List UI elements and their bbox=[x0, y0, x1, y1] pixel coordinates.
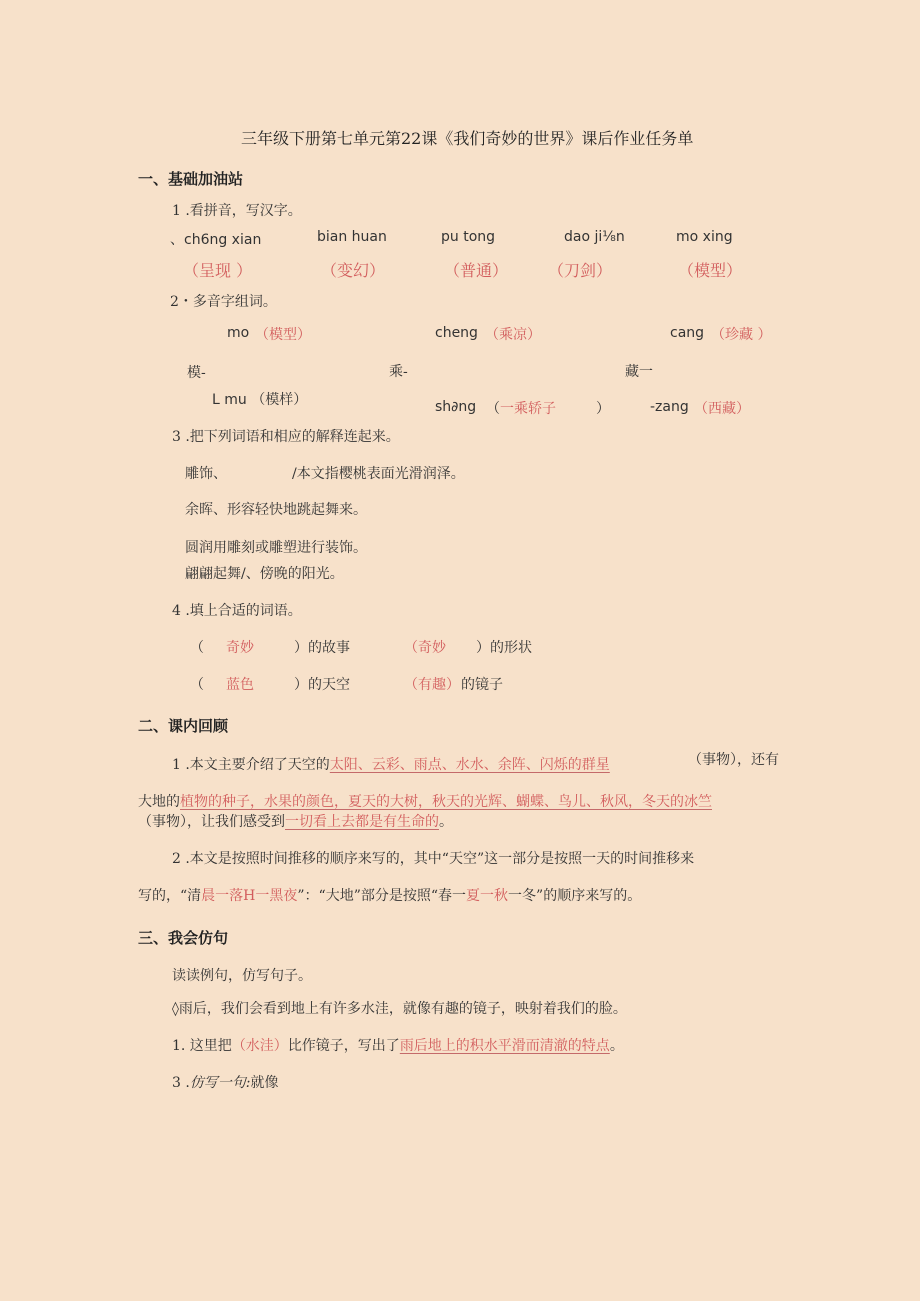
q4-r2b-close: 的镜子 bbox=[461, 677, 503, 693]
q4-r1b-answer: （奇妙 bbox=[404, 640, 446, 656]
review-p1b: （事物），还有 bbox=[688, 752, 779, 768]
imitate-line-1: 读读例句，仿写句子。 bbox=[172, 968, 312, 984]
imitate-l4b: 仿写一句: bbox=[189, 1075, 251, 1091]
review-p1-answer-2: 植物的种子，水果的颜色，夏天的大树，秋天的光辉、蝴蝶、鸟儿、秋风，冬天的冰竺 bbox=[180, 794, 712, 810]
q2-char-cang: 藏一 bbox=[625, 364, 653, 380]
q2-sheng-answer: 一乘轿子 bbox=[500, 401, 556, 417]
q4-r1a-close: ）的故事 bbox=[294, 640, 350, 656]
review-p1-answer: 太阳、云彩、雨点、水水、余阵、闪烁的群星 bbox=[329, 757, 610, 773]
review-line-5 bbox=[138, 885, 641, 905]
review-p1-answer-3: 一切看上去都是有生命的 bbox=[285, 814, 439, 830]
q2-sheng-open: （ bbox=[486, 401, 500, 417]
review-p2-answer-2: 夏一秋 bbox=[466, 888, 509, 904]
q2-cang: cang bbox=[670, 325, 705, 341]
q4-r1b-close: ）的形状 bbox=[476, 640, 532, 656]
q2-sheng-close: ） bbox=[596, 401, 610, 417]
page-title: 三年级下册第七单元第22课《我们奇妙的世界》课后作业任务单 bbox=[241, 129, 694, 148]
q2-char-mo: 模- bbox=[187, 365, 206, 381]
review-p1c: 大地的 bbox=[138, 794, 180, 810]
imitate-l4a: 3 . bbox=[172, 1075, 190, 1091]
q2-cheng: cheng bbox=[435, 325, 478, 341]
q1-pinyin-4: dao ji⅛n bbox=[564, 229, 625, 245]
q2-prompt: 2・多音字组词。 bbox=[170, 294, 277, 310]
review-p2c: ”：“大地”部分是按照“春一 bbox=[297, 888, 467, 904]
q2-cang-answer: （珍藏 ） bbox=[711, 327, 772, 343]
q3-line-1b: /本文指樱桃表面光滑润泽。 bbox=[292, 466, 465, 482]
q2-mo-answer: （模型） bbox=[255, 327, 311, 343]
q2-mu: L mu （模样） bbox=[212, 392, 308, 408]
q1-answer-5: （模型） bbox=[678, 261, 743, 280]
section-heading-review: 二、课内回顾 bbox=[138, 717, 229, 735]
q4-prompt: 4 .填上合适的词语。 bbox=[172, 603, 302, 619]
review-line-3 bbox=[138, 811, 453, 831]
imitate-l4c: 就像 bbox=[250, 1075, 279, 1091]
review-p1d: （事物），让我们感受到 bbox=[138, 814, 285, 830]
review-line-4: 2 .本文是按照时间推移的顺序来写的，其中“天空”这一部分是按照一天的时间推移来 bbox=[172, 851, 695, 867]
q1-pinyin-5: mo xing bbox=[676, 229, 733, 245]
review-p1e: 。 bbox=[439, 814, 453, 830]
section-heading-imitate: 三、我会仿句 bbox=[138, 929, 229, 947]
q4-r2b-answer: （有趣） bbox=[404, 677, 460, 693]
q2-mo: mo bbox=[227, 325, 250, 341]
q3-line-3: 圆润用雕刻或雕塑进行装饰。 bbox=[185, 540, 367, 556]
review-p2-answer-1: 晨一落H一黑夜 bbox=[201, 888, 298, 904]
q2-sheng: sh∂ng bbox=[435, 399, 477, 415]
q3-line-4: 翩翩起舞/、傍晚的阳光。 bbox=[185, 566, 344, 582]
q4-r2a-answer: 蓝色 bbox=[226, 677, 254, 693]
q4-r2a-open: （ bbox=[190, 677, 204, 693]
imitate-line-2: ◊雨后，我们会看到地上有许多水洼，就像有趣的镜子，映射着我们的脸。 bbox=[172, 1001, 627, 1017]
q1-answer-3: （普通） bbox=[444, 261, 509, 280]
q1-pinyin-3: pu tong bbox=[441, 229, 496, 245]
q2-zang-answer: （西藏） bbox=[694, 401, 750, 417]
q1-answer-4: （刀剑） bbox=[548, 261, 613, 280]
review-p2d: 一冬”的顺序来写的。 bbox=[508, 888, 642, 904]
q1-pinyin-1: 、ch6ng xian bbox=[170, 232, 262, 248]
imitate-line-4 bbox=[172, 1072, 279, 1092]
imitate-l3b: 比作镜子，写出了 bbox=[287, 1038, 400, 1054]
q1-prompt: 1 .看拼音，写汉字。 bbox=[172, 203, 302, 219]
q1-answer-1: （呈现 ） bbox=[183, 261, 253, 280]
imitate-l3-answer-2: 雨后地上的积水平滑而清澈的特点 bbox=[399, 1038, 610, 1054]
q1-answer-2: （变幻） bbox=[321, 261, 386, 280]
q3-line-2: 余晖、形容轻快地跳起舞来。 bbox=[185, 502, 367, 518]
q4-r1a-answer: 奇妙 bbox=[226, 640, 254, 656]
imitate-l3a: 1. 这里把 bbox=[172, 1038, 232, 1054]
q1-pinyin-2: bian huan bbox=[317, 229, 387, 245]
q2-cheng-answer: （乘凉） bbox=[485, 327, 541, 343]
section-heading-basics: 一、基础加油站 bbox=[138, 170, 244, 188]
review-line-2 bbox=[138, 791, 712, 811]
q3-prompt: 3 .把下列词语和相应的解释连起来。 bbox=[172, 429, 400, 445]
review-p2b: 写的，“清 bbox=[138, 888, 202, 904]
imitate-l3c: 。 bbox=[609, 1038, 624, 1054]
imitate-l3-answer: （水洼） bbox=[231, 1038, 288, 1054]
review-p1a: 1 .本文主要介绍了天空的 bbox=[172, 757, 330, 773]
q2-char-cheng: 乘- bbox=[389, 364, 408, 380]
review-line-1 bbox=[172, 754, 610, 774]
imitate-line-3 bbox=[172, 1035, 624, 1055]
q4-r1a-open: （ bbox=[190, 640, 204, 656]
q2-zang: -zang bbox=[650, 399, 689, 415]
q3-line-1a: 雕饰、 bbox=[185, 466, 227, 482]
q4-r2a-close: ）的天空 bbox=[294, 677, 350, 693]
